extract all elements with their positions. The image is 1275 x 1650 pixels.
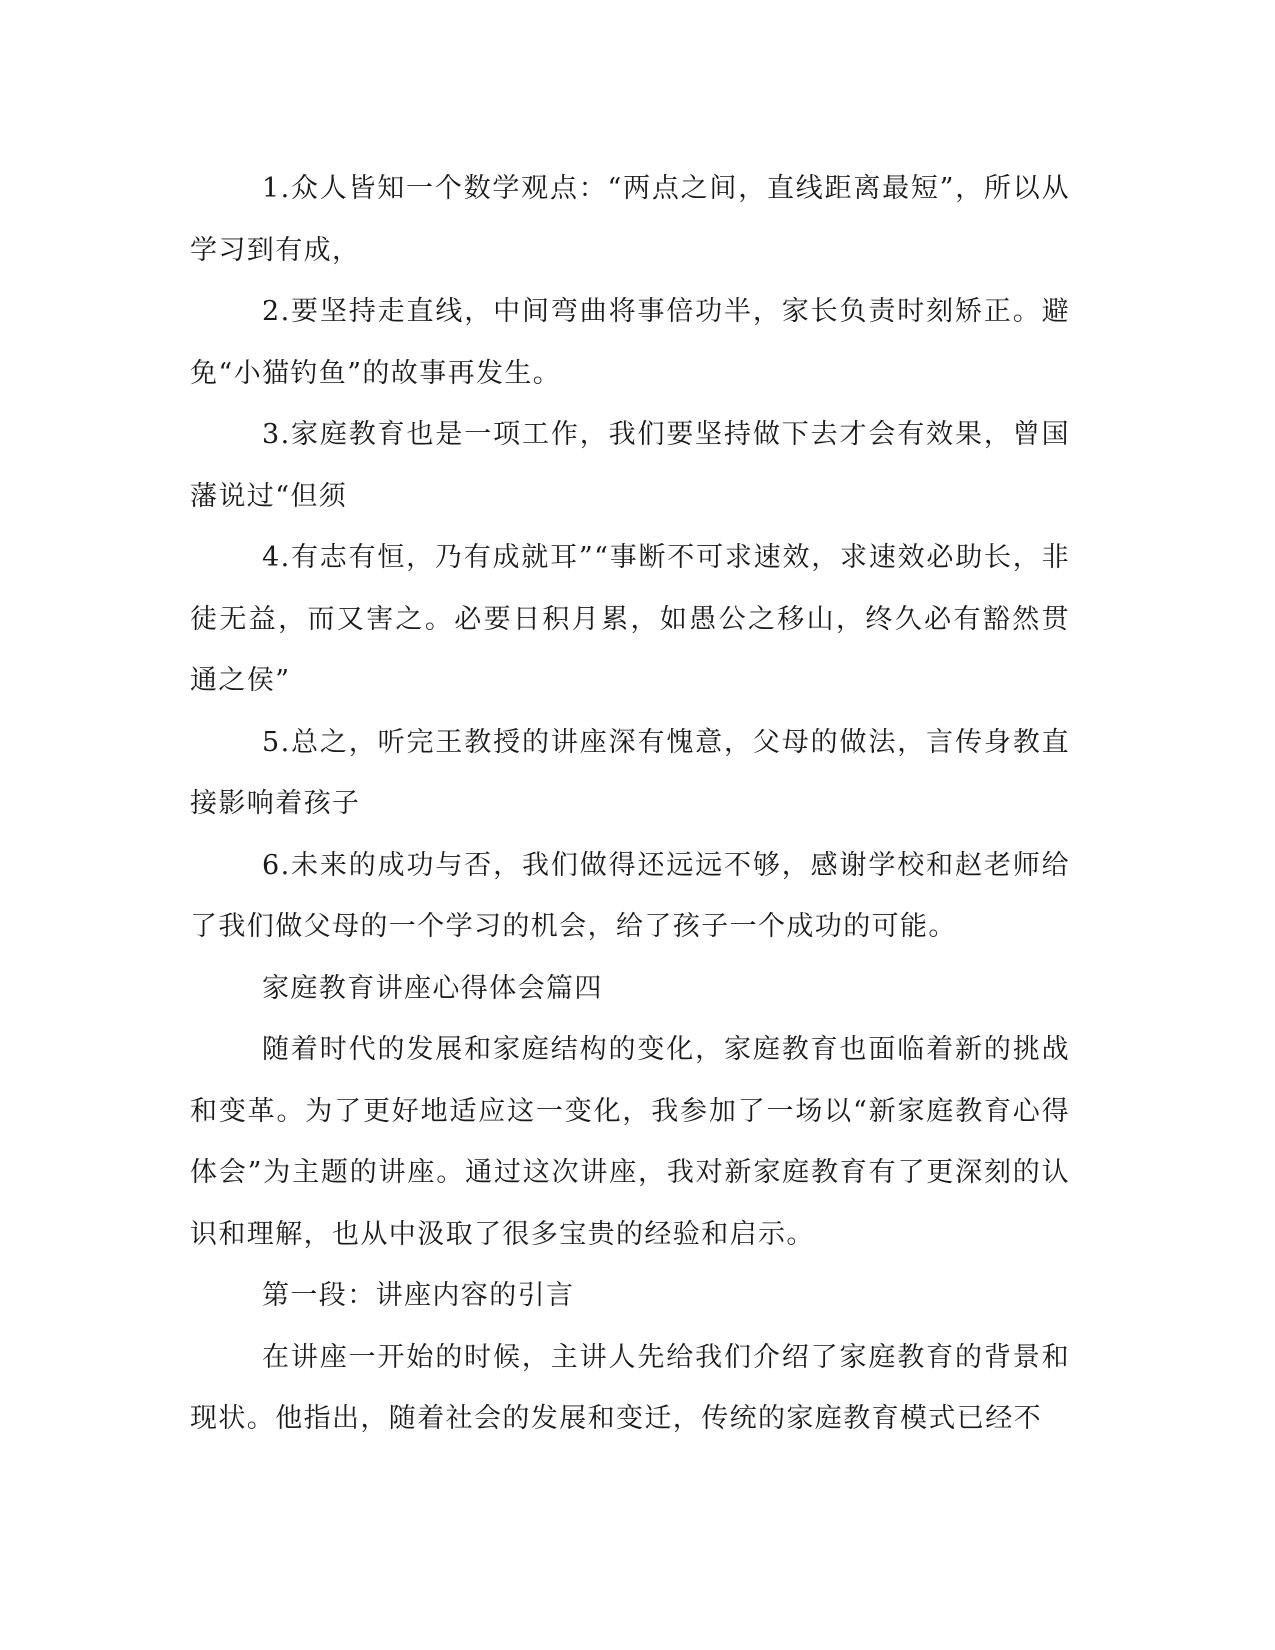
subheading-first-section: 第一段：讲座内容的引言: [262, 1280, 575, 1311]
paragraph-point-6: 6.未来的成功与否，我们做得还远远不够，感谢学校和赵老师给了我们做父母的一个学习的机会，给了孩子一个成功的可能。: [190, 849, 1070, 942]
paragraph-point-2: 2.要坚持走直线，中间弯曲将事倍功半，家长负责时刻矫正。避免“小猫钓鱼”的故事再发生。: [190, 296, 1070, 389]
paragraph-lecture-opening: 在讲座一开始的时候，主讲人先给我们介绍了家庭教育的背景和现状。他指出，随着社会的发展和变迁，传统的家庭教育模式已经不: [190, 1341, 1070, 1434]
paragraph-introduction: 随着时代的发展和家庭结构的变化，家庭教育也面临着新的挑战和变革。为了更好地适应这一变化，我参加了一场以“新家庭教育心得体会”为主题的讲座。通过这次讲座，我对新家庭教育有了更深刻的认识和理解，也从中汲取了很多宝贵的经验和启示。: [190, 1034, 1070, 1250]
document-body: [190, 158, 1070, 1450]
section-heading-part-four: 家庭教育讲座心得体会篇四: [262, 972, 603, 1004]
paragraph-point-1: 1.众人皆知一个数学观点：“两点之间，直线距离最短”，所以从学习到有成，: [190, 173, 1070, 266]
paragraph-point-4: 4.有志有恒，乃有成就耳”“事断不可求速效，求速效必助长，非徒无益，而又害之。必要日积月累，如愚公之移山，终久必有豁然贯通之侯”: [190, 542, 1070, 696]
paragraph-point-3: 3.家庭教育也是一项工作，我们要坚持做下去才会有效果，曾国藩说过“但须: [190, 419, 1070, 512]
paragraph-point-5: 5.总之，听完王教授的讲座深有愧意，父母的做法，言传身教直接影响着孩子: [190, 726, 1070, 819]
